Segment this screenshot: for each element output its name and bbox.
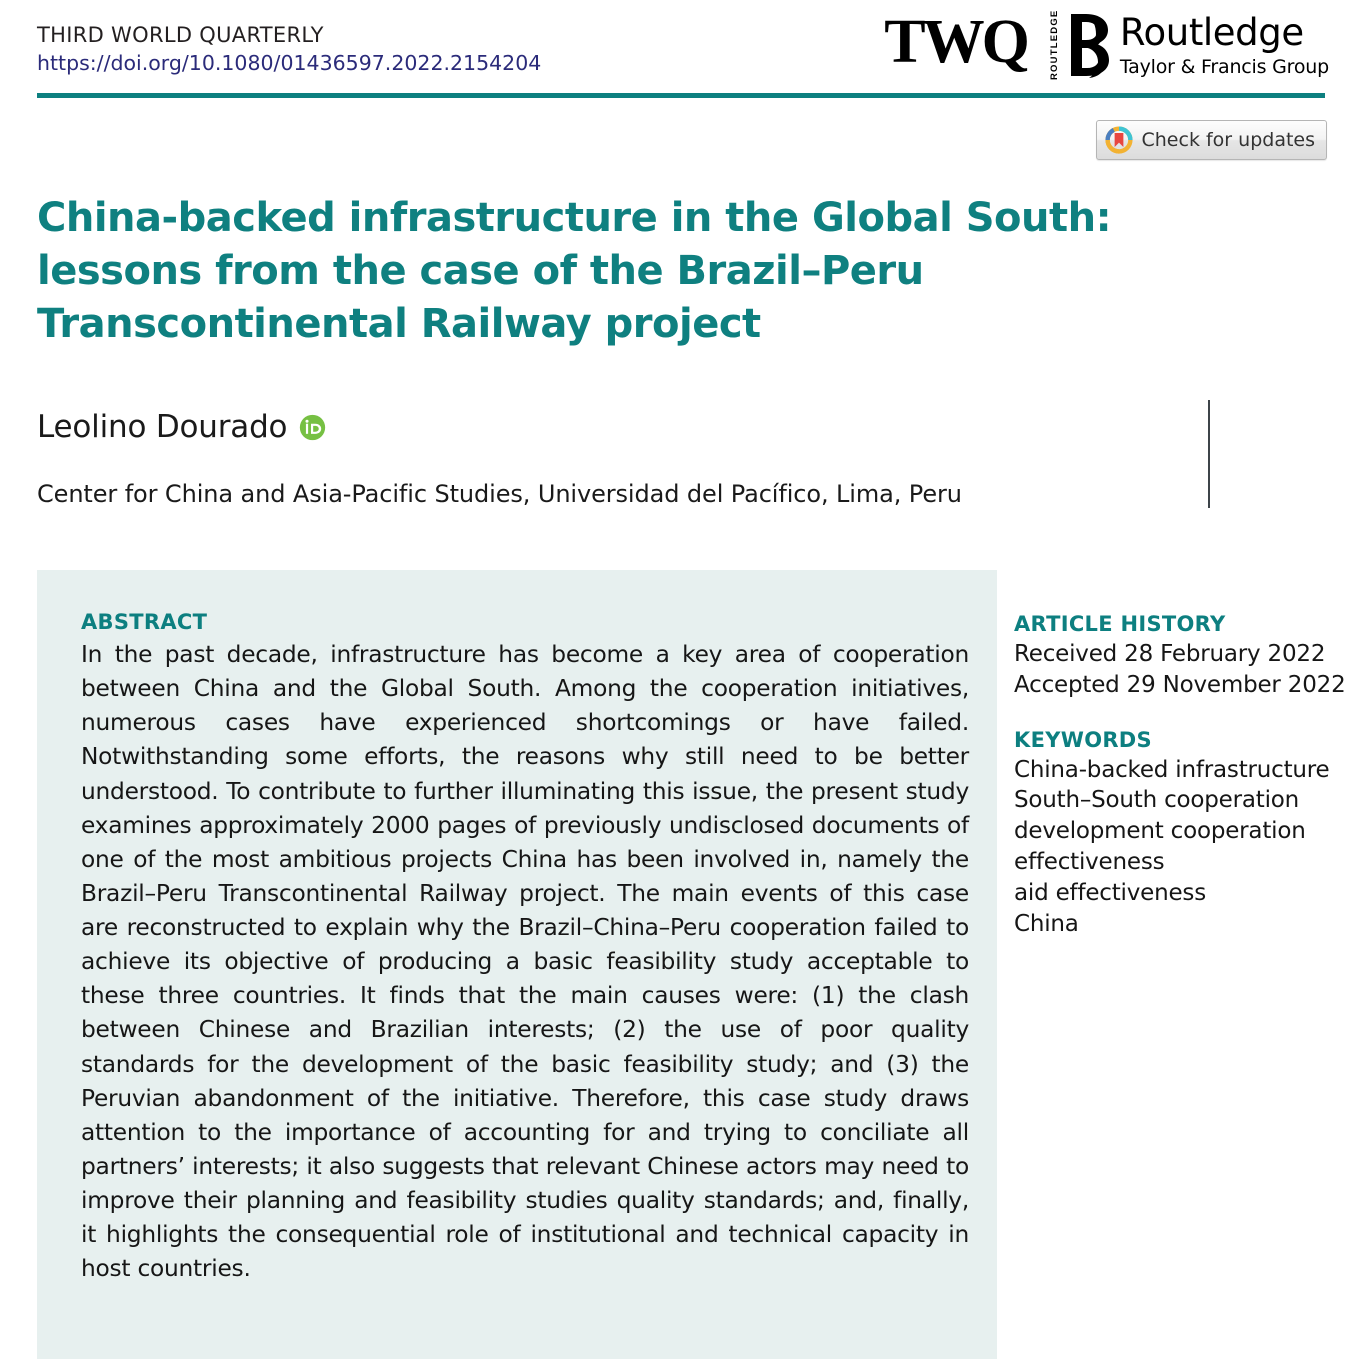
author-affiliation: Center for China and Asia-Pacific Studies, Universidad del Pacífico, Lima, Peru: [37, 480, 962, 508]
publisher-logos: [884, 8, 1329, 81]
keyword-item[interactable]: China-backed infrastructure: [1014, 756, 1330, 783]
vertical-divider: [1208, 400, 1210, 508]
received-date: Received 28 February 2022: [1014, 641, 1326, 667]
journal-name: THIRD WORLD QUARTERLY: [37, 23, 324, 47]
header-divider: [37, 93, 1325, 98]
check-for-updates-label: Check for updates: [1141, 129, 1315, 151]
keyword-item[interactable]: China: [1014, 910, 1079, 937]
keyword-item[interactable]: development cooperation effectiveness: [1014, 818, 1306, 876]
accepted-date: Accepted 29 November 2022: [1014, 671, 1346, 698]
article-title: China-backed infrastructure in the Global South: lessons from the case of the Brazil–Peru Transcontinental Railway project: [37, 195, 1112, 347]
abstract-body: In the past decade, infrastructure has become a key area of cooperation between China and the Global South. Among the cooperation initiatives, numerous cases have experienced shortcomings or have failed. Notwithstanding some efforts, the reasons why still need to be better understood. To contribute to further illuminating this issue, the present study examines approximately 2000 pages of previously undisclosed documents of one of the most ambitious projects China has been involved in, namely the Brazil–Peru Transcontinental Railway project. The main events of this case are reconstructed to explain why the Brazil–China–Peru cooperation failed to achieve its objective of producing a basic feasibility study acceptable to these three countries. It finds that the main causes were: (1) the clash between Chinese and Brazilian interests; (2) the use of poor quality standards for the development of the basic feasibility study; and (3) the Peruvian abandonment of the initiative. Therefore, this case study draws attention to the importance of accounting for and trying to conciliate all partners’ interests; it also suggests that relevant Chinese actors may need to improve their planning and feasibility studies quality standards; and, finally, it highlights the consequential role of institutional and technical capacity in host countries.: [81, 641, 969, 1283]
keywords-list: [1014, 755, 1344, 940]
doi-link[interactable]: https://doi.org/10.1080/01436597.2022.2154204: [37, 51, 542, 76]
orcid-id-icon[interactable]: [299, 414, 326, 441]
keyword-item[interactable]: South–South cooperation: [1014, 787, 1300, 814]
abstract-panel: [37, 570, 997, 1359]
author-name: Leolino Dourado: [37, 409, 288, 445]
keyword-item[interactable]: aid effectiveness: [1014, 879, 1206, 906]
meta-spacer: [1014, 701, 1344, 728]
article-metadata-column: [1014, 612, 1344, 940]
abstract-heading: ABSTRACT: [81, 610, 208, 634]
taylor-francis-group-label: Taylor & Francis Group: [1119, 55, 1329, 78]
check-for-updates-button[interactable]: [1096, 120, 1328, 160]
crossmark-icon: [1105, 126, 1133, 154]
keywords-heading: KEYWORDS: [1014, 727, 1152, 752]
article-history-heading: ARTICLE HISTORY: [1014, 612, 1226, 636]
twq-logo: TWQ: [884, 8, 1027, 76]
author-row: [37, 409, 326, 445]
routledge-name: Routledge: [1119, 10, 1304, 54]
routledge-r-monogram-icon: [1069, 12, 1111, 78]
routledge-logo: [1048, 9, 1329, 81]
routledge-vertical-label: ROUTLEDGE: [1048, 9, 1060, 81]
